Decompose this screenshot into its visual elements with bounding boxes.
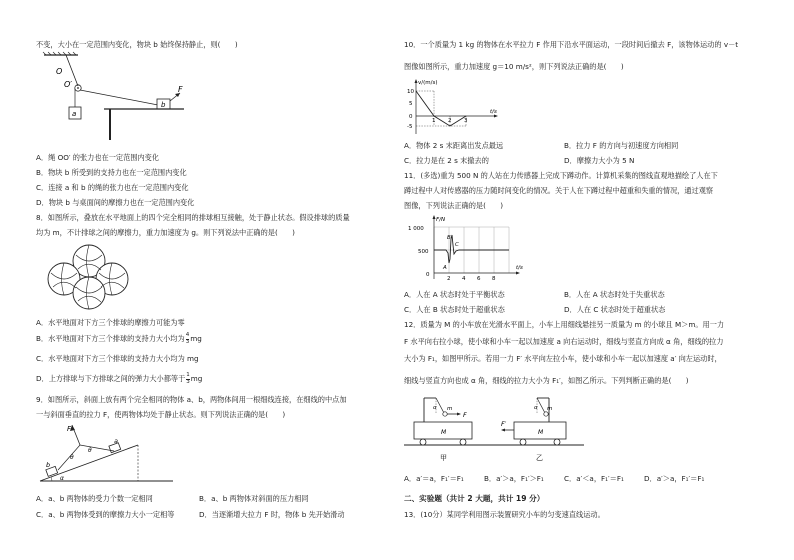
q10-vt-graph <box>406 78 506 136</box>
q9-figure <box>38 423 178 485</box>
q9-option-c: C．a、b 两物体受到的摩擦力大小一定相等 <box>36 510 175 519</box>
label-M-2: M <box>538 429 544 436</box>
q11-xtick-8: 8 <box>492 276 496 282</box>
q12-figure <box>404 390 759 468</box>
section-heading: 二、实验题（共计 2 大题，共计 19 分） <box>404 494 545 503</box>
q11-stem-line3: 图像，下列说法正确的是( ) <box>404 201 504 210</box>
q8-option-a: A．水平地面对下方三个排球的摩擦力可能为零 <box>36 318 185 327</box>
q8-option-b-fraction <box>186 333 190 345</box>
q12-stem-line2: F 水平向右拉小球，使小球和小车一起以加速度 a 向右运动时，细线与竖直方向成 α 角，细线的拉力 <box>404 337 724 346</box>
q8-stem-line1: 8．如图所示，叠放在水平地面上的四个完全相同的排球相互接触，处于静止状态。假设排球的质量 <box>36 213 350 222</box>
q9-stem-line1: 9．如图所示，斜面上放有两个完全相同的物体 a、b，两物体间用一根细线连接，在细线的中点加 <box>36 395 347 404</box>
q12-stem-line1: 12．质量为 M 的小车放在光滑水平面上，小车上用细线悬挂另一质量为 m 的小球且 M＞m。用一力 <box>404 320 725 329</box>
q7-option-a: A．绳 OO′ 的张力也在一定范围内变化 <box>36 153 160 162</box>
q9-option-d: D．当逐渐增大拉力 F 时，物体 b 先开始滑动 <box>199 510 345 519</box>
label-alpha-1: α <box>433 405 437 411</box>
q10-xtick-1: 1 <box>432 118 436 124</box>
q8-stem-line2: 均为 m，不计排球之间的摩擦力，重力加速度为 g。则下列说法中正确的是( ) <box>36 228 295 237</box>
q10-option-d: D．摩擦力大小为 5 N <box>564 156 635 165</box>
label-theta-2: θ <box>88 447 92 454</box>
label-yi: 乙 <box>536 454 543 462</box>
q11-label-C: C <box>455 242 459 248</box>
q11-ytick-500: 500 <box>418 249 429 255</box>
label-F: F <box>463 411 467 419</box>
q8-option-d-unit: mg <box>190 374 203 383</box>
q10-xlabel: t/s <box>490 109 497 115</box>
q10-ytick-10: 10 <box>407 89 414 95</box>
label-F: F <box>178 85 183 94</box>
q11-option-b: B．人在 A 状态时处于失重状态 <box>564 290 665 299</box>
left-column <box>34 0 389 560</box>
q7-figure <box>38 52 238 144</box>
q8-figure <box>44 241 134 313</box>
q7-option-b: B．物块 b 所受到的支持力也在一定范围内变化 <box>36 168 187 177</box>
q11-option-d: D．人在 C 状态时处于超重状态 <box>564 305 666 314</box>
q8-option-b-text: B．水平地面对下方三个排球的支持力大小均为 <box>36 334 185 343</box>
q10-ylabel: v/(m/s) <box>418 80 438 86</box>
fraction-denominator: 3 <box>185 338 190 345</box>
label-O-prime: O′ <box>64 80 73 89</box>
q9-option-b: B．a、b 两物体对斜面的压力相同 <box>199 494 309 503</box>
q11-xtick-4: 4 <box>462 276 466 282</box>
label-O: O <box>56 67 63 76</box>
q8-option-d-fraction <box>186 373 190 385</box>
q8-option-b-unit: mg <box>190 334 202 343</box>
label-theta-1: θ <box>70 454 74 461</box>
q10-ytick-5: 5 <box>409 101 413 107</box>
q11-stem-line2: 蹲过程中人对传感器的压力随时间变化的情况。关于人在下蹲过程中超重和失重的情况，通过观察 <box>404 186 714 195</box>
q11-label-B: B <box>447 235 451 241</box>
label-F: F <box>67 425 72 433</box>
q10-stem-line2: 图像如图所示，重力加速度 g＝10 m/s²，则下列说法正确的是( ) <box>404 62 624 71</box>
q7-stem-tail: 不变，大小在一定范围内变化，物块 b 始终保持静止，则( ) <box>36 40 238 49</box>
q11-xtick-6: 6 <box>477 276 481 282</box>
q11-option-c: C．人在 B 状态时处于超重状态 <box>404 305 505 314</box>
fraction-numerator: 1 <box>186 372 190 378</box>
q12-stem-line3: 大小为 F₁，如图甲所示。若用一力 F′ 水平向左拉小车，使小球和小车一起以加速度 a′ 向左运动时， <box>404 354 722 363</box>
q10-stem-line1: 10．一个质量为 1 kg 的物体在水平拉力 F 作用下沿水平面运动，一段时间后撤去 F，该物体运动的 v－t <box>404 40 739 49</box>
q10-option-a: A．物体 2 s 末距离出发点最远 <box>404 141 504 150</box>
q12-option-b: B．a′＞a，F₁′＞F₁ <box>484 474 544 483</box>
label-alpha: α <box>60 475 64 482</box>
q11-ft-graph <box>406 213 536 285</box>
label-M-1: M <box>441 429 447 436</box>
q9-stem-line2: 一与斜面垂直的拉力 F，使两物体均处于静止状态。则下列说法正确的是( ) <box>36 410 286 419</box>
q8-option-d <box>36 373 202 385</box>
q10-option-b: B．拉力 F 的方向与初速度方向相同 <box>564 141 679 150</box>
q11-xtick-2: 2 <box>447 276 451 282</box>
q8-option-d-text: D．上方排球与下方排球之间的弹力大小都等于 <box>36 374 186 383</box>
q12-option-c: C．a′＜a，F₁′＝F₁ <box>564 474 624 483</box>
q11-stem-line1: 11．(多选)重为 500 N 的人站在力传感器上完成下蹲动作。计算机采集的图线直观地描绘了人在下 <box>404 171 718 180</box>
right-column <box>404 0 759 560</box>
q10-xtick-3: 3 <box>464 118 468 124</box>
q10-ytick-neg5: -5 <box>407 124 413 130</box>
label-jia: 甲 <box>440 454 447 462</box>
q7-option-c: C．连接 a 和 b 的绳的张力也在一定范围内变化 <box>36 183 189 192</box>
label-m-1: m <box>447 406 453 412</box>
label-alpha-2: α <box>534 405 538 411</box>
q10-xtick-2: 2 <box>448 118 452 124</box>
label-a: a <box>114 437 118 445</box>
q8-option-b <box>36 333 202 345</box>
label-b: b <box>161 101 166 109</box>
q10-ytick-0: 0 <box>409 114 413 120</box>
q11-ytick-0: 0 <box>426 272 430 278</box>
fraction-numerator: 4 <box>185 332 190 338</box>
label-m-2: m <box>547 406 553 412</box>
q10-option-c: C．拉力是在 2 s 末撤去的 <box>404 156 489 165</box>
q11-label-A: A <box>443 265 447 271</box>
q12-stem-line4: 细线与竖直方向也成 α 角，细线的拉力大小为 F₁′，如图乙所示。下列判断正确的是( ) <box>404 376 689 385</box>
label-a: a <box>72 110 77 118</box>
q12-option-d: D．a′＞a，F₁′＝F₁ <box>644 474 705 483</box>
q11-ylabel: F/N <box>436 217 446 223</box>
q11-xlabel: t/s <box>516 265 523 271</box>
q7-option-d: D．物块 b 与桌面间的摩擦力也在一定范围内变化 <box>36 198 195 207</box>
q12-option-a: A．a′＝a，F₁′＝F₁ <box>404 474 464 483</box>
label-b: b <box>46 461 51 469</box>
label-F-prime: F′ <box>501 420 507 428</box>
q13-stem: 13．(10分）某同学利用图示装置研究小车的匀变速直线运动。 <box>404 510 605 519</box>
q9-option-a: A．a、b 两物体的受力个数一定相同 <box>36 494 153 503</box>
fraction-denominator: 3 <box>186 378 190 385</box>
q11-option-a: A．人在 A 状态时处于平衡状态 <box>404 290 505 299</box>
q8-option-c: C．水平地面对下方三个排球的支持力大小均为 mg <box>36 354 199 363</box>
q11-ytick-1000: 1 000 <box>408 226 424 232</box>
